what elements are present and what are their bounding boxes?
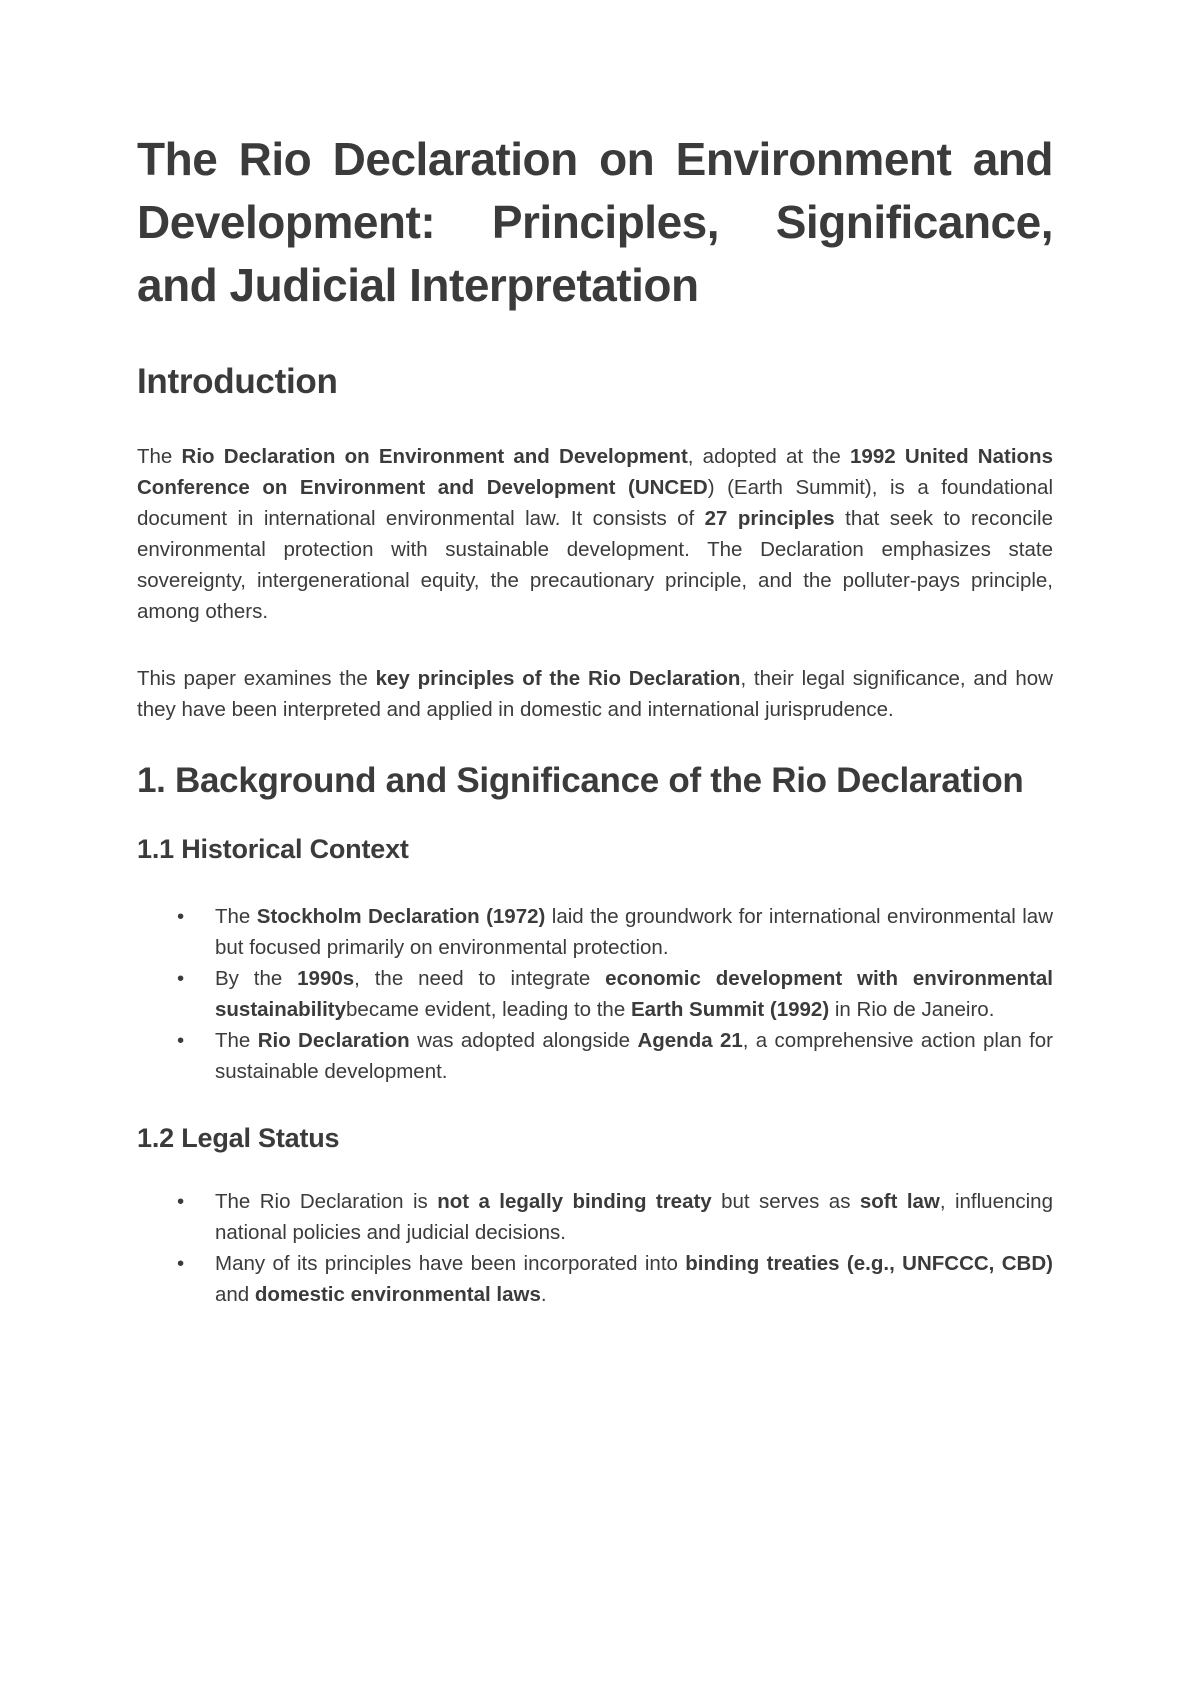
list-item-text: The Rio Declaration was adopted alongside Agenda 21, a comprehensive action plan for sustainable development. bbox=[215, 1029, 1054, 1083]
list-item-text: The Stockholm Declaration (1972) laid the groundwork for international environmental law but focused primarily on environmental protection. bbox=[215, 905, 1053, 959]
list-item-text: Many of its principles have been incorporated into binding treaties (e.g., UNFCCC, CBD) and domestic environmental laws. bbox=[215, 1252, 1053, 1306]
paragraph-intro-1: The Rio Declaration on Environment and Development, adopted at the 1992 United Nations Conference on Environment and Development (UNCED) (Earth Summit), is a foundational document in international environmental law. It consists of 27 principles that seek to reconcile environmental protection with sustainable development. The Declaration emphasizes state sovereignty, intergenerational equity, the precautionary principle, and the polluter-pays principle, among others. bbox=[137, 445, 1053, 623]
list-item bbox=[137, 901, 1053, 963]
bullet-list-legal-status bbox=[137, 1186, 1053, 1310]
list-item bbox=[137, 963, 1053, 1025]
bullet-icon: • bbox=[177, 1029, 185, 1052]
bullet-icon: • bbox=[177, 1252, 185, 1275]
title-line: Development: Principles, Significance, bbox=[137, 196, 1053, 248]
section-heading-introduction: Introduction bbox=[137, 362, 338, 401]
title-line: and Judicial Interpretation bbox=[137, 259, 699, 311]
title-line: The Rio Declaration on Environment and bbox=[137, 133, 1053, 185]
bullet-icon: • bbox=[177, 967, 185, 990]
document-title bbox=[137, 128, 1053, 317]
list-item bbox=[137, 1025, 1053, 1087]
subsection-heading-historical-context: 1.1 Historical Context bbox=[137, 834, 409, 864]
bullet-icon: • bbox=[177, 905, 185, 928]
subsection-heading-legal-status: 1.2 Legal Status bbox=[137, 1123, 340, 1153]
section-heading-background: 1. Background and Significance of the Rio Declaration bbox=[137, 761, 1024, 800]
list-item bbox=[137, 1186, 1053, 1248]
bullet-list-historical-context bbox=[137, 901, 1053, 1087]
paragraph-intro-2: This paper examines the key principles of the Rio Declaration, their legal significance, and how they have been interpreted and applied in domestic and international jurisprudence. bbox=[137, 667, 1053, 721]
bullet-icon: • bbox=[177, 1190, 185, 1213]
list-item-text: By the 1990s, the need to integrate economic development with environmental sustainabilitybecame evident, leading to the Earth Summit (1992) in Rio de Janeiro. bbox=[215, 967, 1054, 1021]
list-item bbox=[137, 1248, 1053, 1310]
list-item-text: The Rio Declaration is not a legally binding treaty but serves as soft law, influencing national policies and judicial decisions. bbox=[215, 1190, 1053, 1244]
